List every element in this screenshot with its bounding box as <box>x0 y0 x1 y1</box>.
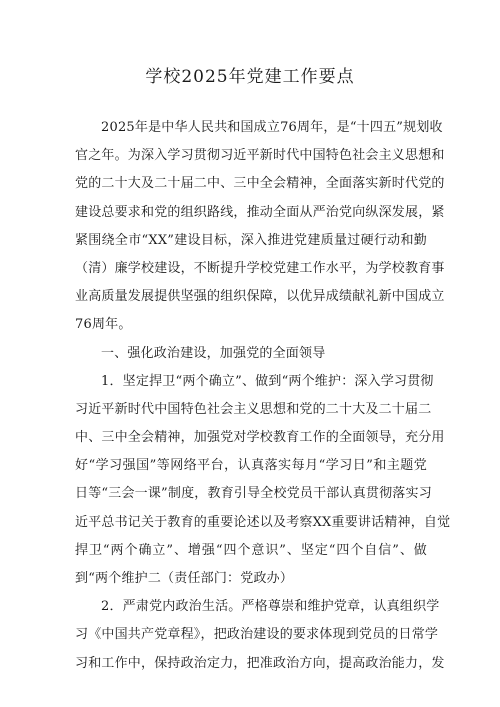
paragraph-line: 党的二十大及二十届二中、三中全会精神，全面落实新时代党的 <box>75 176 445 192</box>
paragraph-line: 76周年。 <box>75 317 132 333</box>
paragraph-line: 到“两个维护二（责任部门：党政办） <box>75 571 294 586</box>
paragraph-line: 近平总书记关于教育的重要论述以及考察XX重要讲话精神，自觉 <box>75 514 451 530</box>
paragraph-line: 2025年是中华人民共和国成立76周年，是“十四五”规划收 <box>101 120 443 135</box>
document-body <box>75 114 451 678</box>
paragraph-line: 1．坚定捍卫“两个确立”、做到“两个维护：深入学习贯彻 <box>101 373 434 389</box>
paragraph-line: 习和工作中，保持政治定力，把准政治方向，提高政治能力，发 <box>75 655 445 671</box>
paragraph-line: （清）廉学校建设，不断提升学校党建工作水平，为学校教育事 <box>75 260 445 276</box>
paragraph-line: 官之年。为深入学习贯彻习近平新时代中国特色社会主义思想和 <box>75 148 445 164</box>
paragraph-line: 习《中国共产党章程》，把政治建设的要求体现到党员的日常学 <box>75 627 439 643</box>
paragraph-line: 建设总要求和党的组织路线，推动全面从严治党向纵深发展，紧 <box>75 204 445 220</box>
paragraph-line: 中、三中全会精神，加强党对学校教育工作的全面领导，充分用 <box>75 430 445 446</box>
paragraph-line: 好“学习强国”等网络平台，认真落实每月“学习日”和主题党 <box>75 458 427 474</box>
paragraph-line: 习近平新时代中国特色社会主义思想和党的二十大及二十届二 <box>75 401 432 417</box>
document-title: 学校2025年党建工作要点 <box>145 67 355 87</box>
section-heading: 一、强化政治建设，加强党的全面领导 <box>101 345 326 361</box>
paragraph-line: 业高质量发展提供坚强的组织保障，以优异成绩献礼新中国成立 <box>75 289 445 305</box>
paragraph-line: 日等“三会一课”制度，教育引导全校党员干部认真贯彻落实习 <box>75 486 432 502</box>
paragraph-line: 紧围绕全市“XX”建设目标，深入推进党建质量过硬行动和勤 <box>75 232 427 248</box>
paragraph-line: 2．严肃党内政治生活。严格尊崇和维护党章，认真组织学 <box>101 599 440 615</box>
paragraph-line: 捍卫“两个确立”、增强“四个意识”、坚定“四个自信”、做 <box>75 542 427 558</box>
